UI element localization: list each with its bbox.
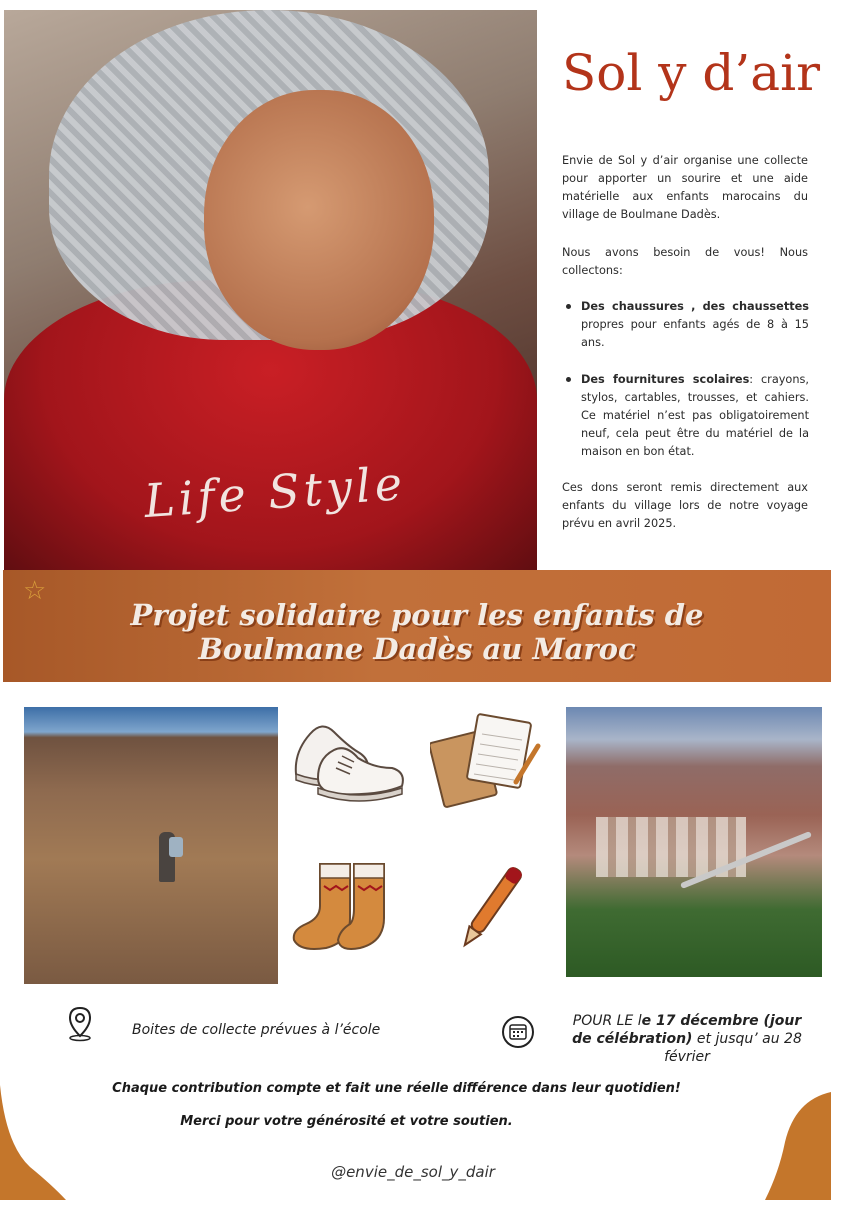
pen-icon bbox=[452, 858, 532, 958]
corner-decoration-right bbox=[765, 1092, 831, 1200]
list-item-shoes-title: Des chaussures , des chaussettes bbox=[581, 300, 809, 313]
date-highlight: e 17 décembre (jour de célébration) bbox=[572, 1013, 802, 1047]
list-item-shoes bbox=[581, 298, 809, 352]
date-prefix: POUR LE l bbox=[572, 1013, 642, 1029]
bullet bbox=[566, 304, 571, 309]
child-face bbox=[204, 90, 434, 350]
collection-dates bbox=[562, 1012, 812, 1066]
shirt-print-text: Life Style bbox=[142, 455, 408, 529]
intro-paragraph: Envie de Sol y d’air organise une collecte pour apporter un sourire et une aide matérielle aux enfants marocains du village de Boulmane Dadès. bbox=[562, 154, 808, 221]
desert-photo bbox=[24, 707, 278, 984]
banner-line-1: Projet solidaire pour les enfants de bbox=[130, 598, 704, 632]
socks-icon bbox=[290, 858, 406, 956]
list-item-supplies-text: : crayons, stylos, cartables, trousses, et cahiers. Ce matériel n’est pas obligatoirement neuf, cela peut être du matériel de la maison en bon état. bbox=[581, 373, 809, 458]
need-paragraph: Nous avons besoin de vous! Nous collectons: bbox=[562, 246, 808, 277]
sneakers-icon bbox=[288, 712, 412, 804]
thanks-message: Merci pour votre générosité et votre soutien. bbox=[180, 1114, 513, 1129]
village-photo bbox=[566, 707, 822, 977]
date-suffix: et jusqu’ au 28 février bbox=[664, 1031, 802, 1065]
notebooks-icon bbox=[430, 712, 542, 808]
backpack bbox=[169, 837, 183, 857]
hero-photo bbox=[4, 10, 537, 570]
social-handle: @envie_de_sol_y_dair bbox=[331, 1163, 495, 1181]
page-title: Sol y d’air bbox=[562, 44, 820, 102]
list-item-supplies bbox=[581, 371, 809, 461]
collection-location: Boites de collecte prévues à l’école bbox=[132, 1022, 381, 1038]
outro-paragraph: Ces dons seront remis directement aux enfants du village lors de notre voyage prévu en avril 2025. bbox=[562, 481, 808, 530]
bullet bbox=[566, 377, 571, 382]
corner-decoration-left bbox=[0, 1085, 70, 1200]
banner-line-2: Boulmane Dadès au Maroc bbox=[198, 632, 636, 666]
banner-heading bbox=[3, 598, 831, 666]
calendar-icon bbox=[501, 1015, 535, 1049]
list-item-supplies-title: Des fournitures scolaires bbox=[581, 373, 750, 386]
star-icon: ☆ bbox=[23, 576, 47, 606]
location-pin-icon bbox=[66, 1006, 94, 1042]
list-item-shoes-text: propres pour enfants agés de 8 à 15 ans. bbox=[581, 318, 809, 349]
contribution-message: Chaque contribution compte et fait une réelle différence dans leur quotidien! bbox=[112, 1081, 681, 1096]
